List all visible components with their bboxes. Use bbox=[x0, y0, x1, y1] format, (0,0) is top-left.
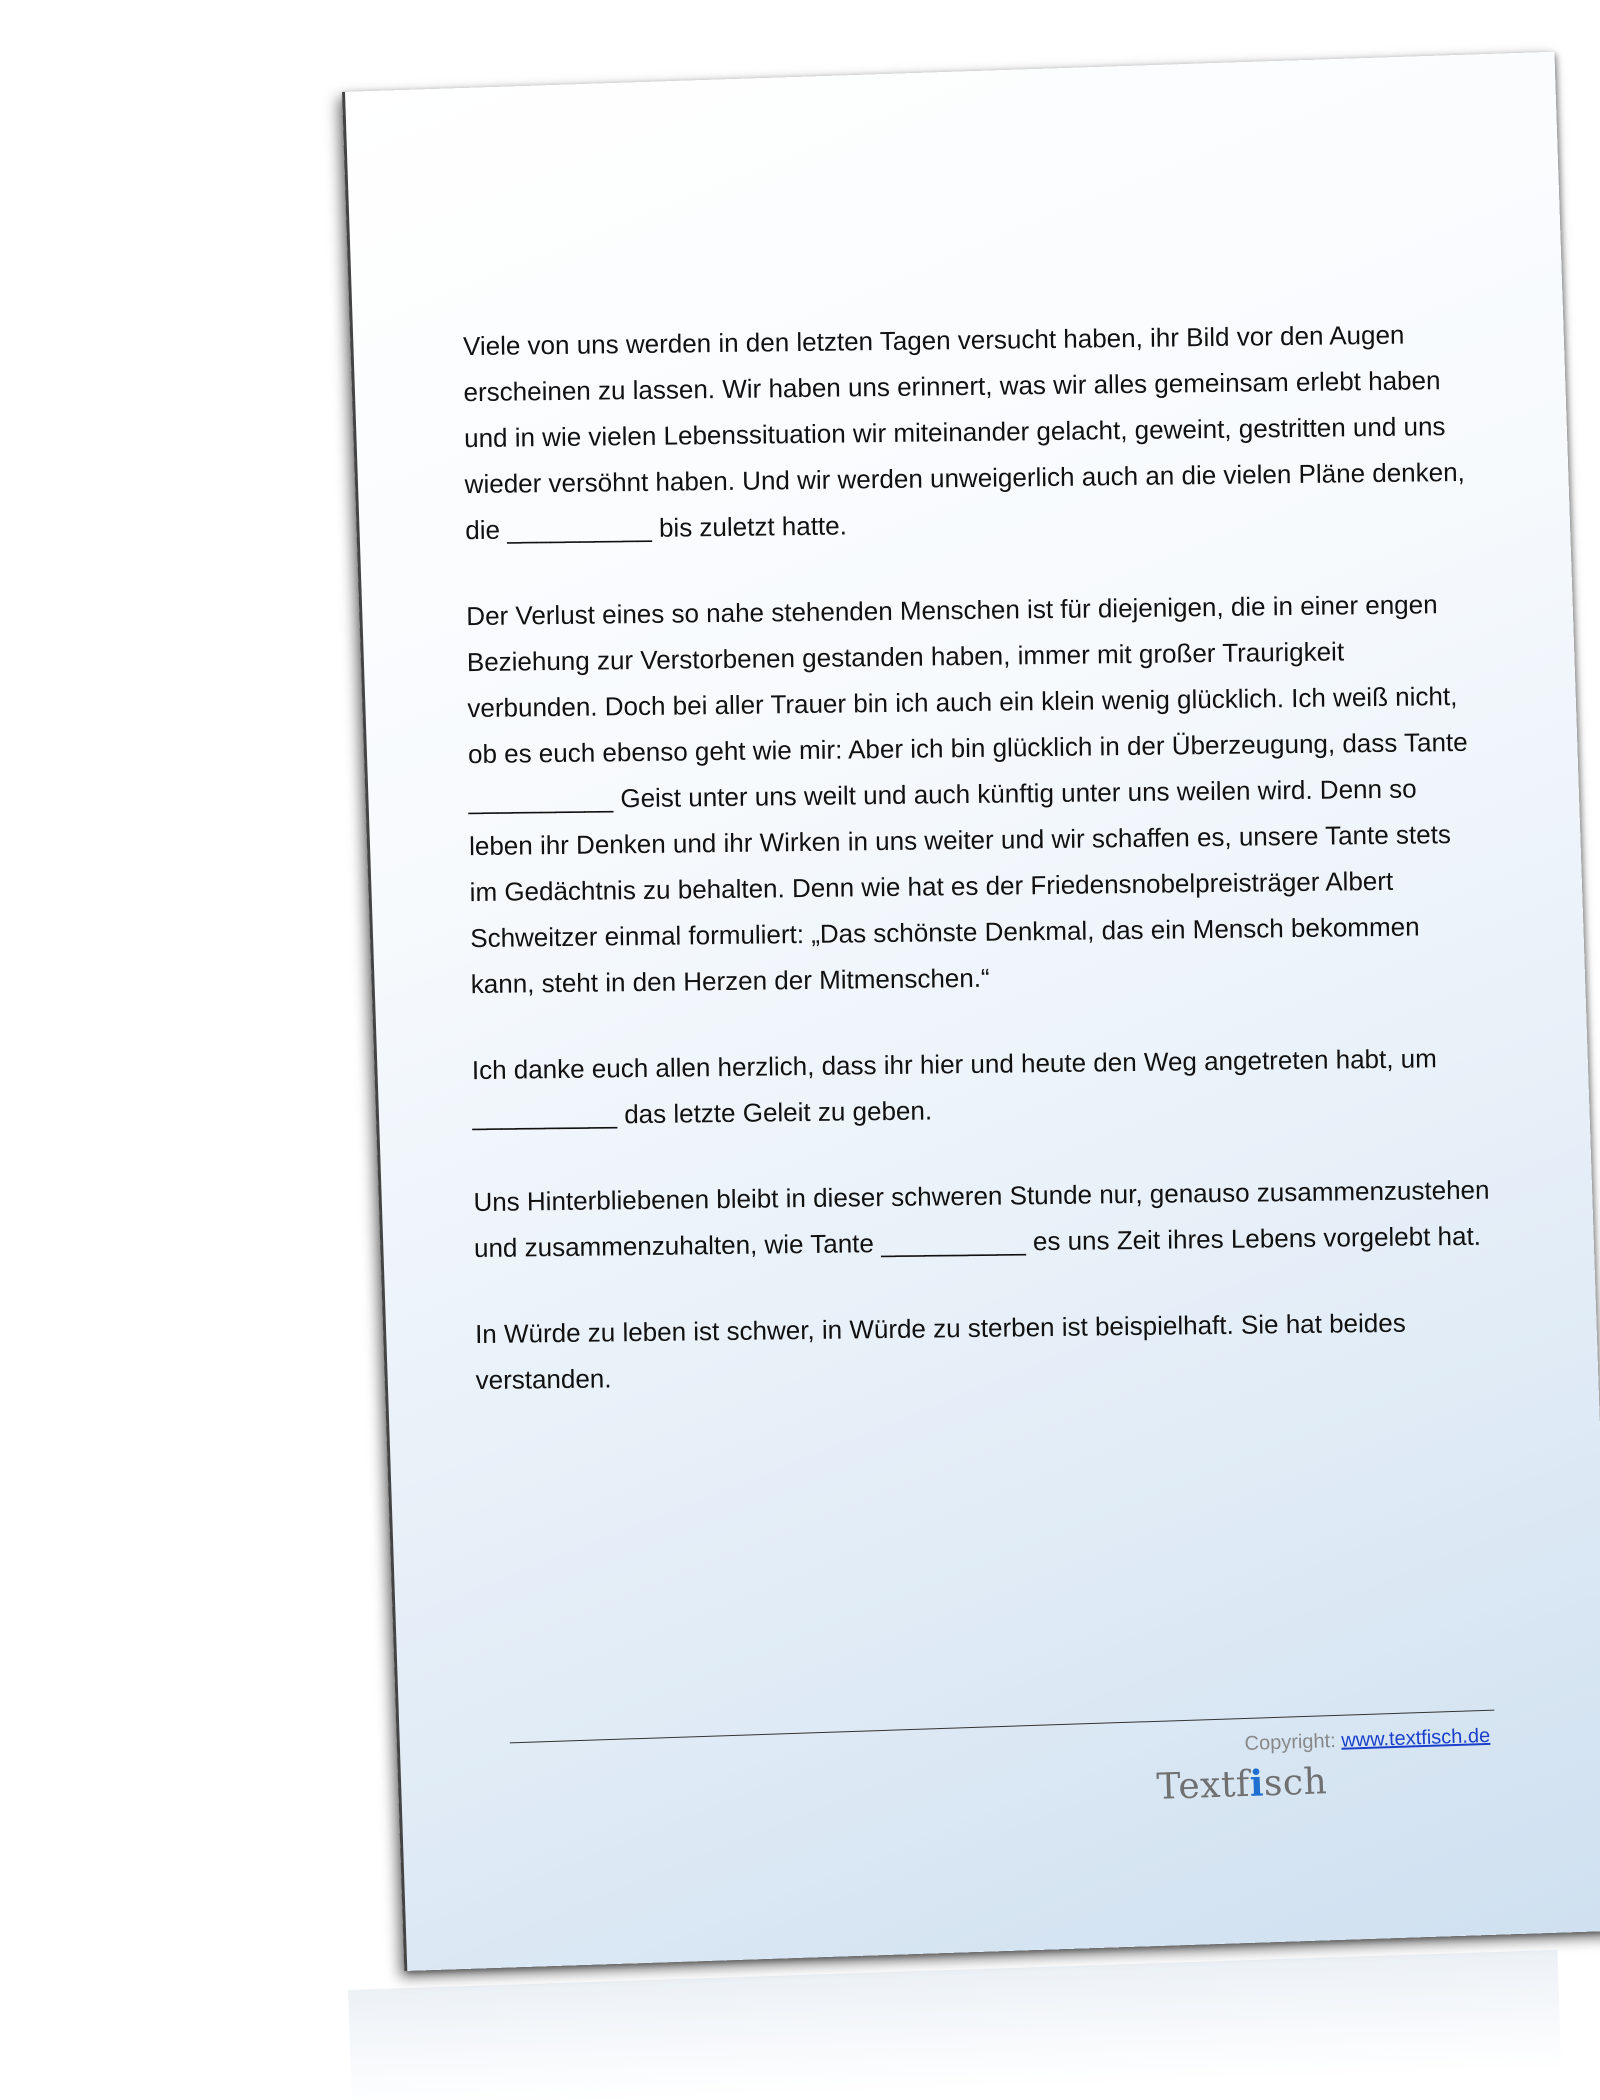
paragraph-1 bbox=[463, 311, 1466, 553]
fish-icon: i bbox=[1249, 1762, 1265, 1805]
text-line: die __________ bis zuletzt hatte. bbox=[465, 510, 848, 546]
paragraph-5 bbox=[475, 1299, 1476, 1403]
text-line: kann, steht in den Herzen der Mitmenschen.“ bbox=[470, 962, 990, 1000]
text-line: __________ das letzte Geleit zu geben. bbox=[472, 1095, 933, 1132]
text-line: Der Verlust eines so nahe stehenden Menschen ist für diejenigen, die in einer engen bbox=[466, 589, 1438, 632]
textfisch-logo bbox=[1156, 1760, 1328, 1808]
text-line: Uns Hinterbliebenen bleibt in dieser schweren Stunde nur, genauso zusammenzustehen bbox=[473, 1174, 1490, 1218]
document-body bbox=[462, 311, 1490, 1443]
text-line: und in wie vielen Lebenssituation wir miteinander gelacht, geweint, gestritten und uns bbox=[463, 411, 1446, 454]
document-sheet bbox=[342, 52, 1600, 1971]
text-line: Viele von uns werden in den letzten Tagen versucht haben, ihr Bild vor den Augen bbox=[462, 319, 1405, 362]
text-line: Schweitzer einmal formuliert: „Das schönste Denkmal, das ein Mensch bekommen bbox=[470, 911, 1420, 954]
text-line: verbunden. Doch bei aller Trauer bin ich auch ein klein wenig glücklich. Ich weiß nicht, bbox=[467, 681, 1458, 724]
text-line: Ich danke euch allen herzlich, dass ihr hier und heute den Weg angetreten habt, um bbox=[471, 1043, 1438, 1086]
text-line: und zusammenzuhalten, wie Tante __________ es uns Zeit ihres Lebens vorgelebt hat. bbox=[473, 1220, 1482, 1264]
copyright-label: Copyright: bbox=[1244, 1729, 1337, 1755]
text-line: wieder versöhnt haben. Und wir werden unweigerlich auch an die vielen Pläne denken, bbox=[464, 456, 1465, 500]
text-line: In Würde zu leben ist schwer, in Würde zu sterben ist beispielhaft. Sie hat beides bbox=[474, 1307, 1406, 1350]
text-line: im Gedächtnis zu behalten. Denn wie hat es der Friedensnobelpreisträger Albert bbox=[469, 865, 1394, 908]
paragraph-2 bbox=[466, 581, 1471, 1007]
sheet-reflection bbox=[348, 1950, 1561, 2100]
copyright-link[interactable]: www.textfisch.de bbox=[1340, 1724, 1491, 1752]
text-line: Beziehung zur Verstorbenen gestanden haben, immer mit großer Traurigkeit bbox=[466, 636, 1345, 678]
text-line: leben ihr Denken und ihr Wirken in uns weiter und wir schaffen es, unsere Tante stets bbox=[468, 819, 1452, 862]
text-line: verstanden. bbox=[475, 1363, 612, 1396]
text-line: ob es euch ebenso geht wie mir: Aber ich bin glücklich in der Überzeugung, dass Tante bbox=[467, 726, 1468, 770]
copyright-notice bbox=[1160, 1725, 1491, 1759]
text-line: __________ Geist unter uns weilt und auch künftig unter uns weilen wird. Denn so bbox=[468, 773, 1417, 816]
logo-text-start: Textf bbox=[1155, 1763, 1251, 1808]
paragraph-3 bbox=[472, 1035, 1473, 1139]
logo-text-end: sch bbox=[1263, 1761, 1328, 1805]
text-line: erscheinen zu lassen. Wir haben uns erinnert, was wir alles gemeinsam erlebt haben bbox=[463, 365, 1441, 408]
paragraph-4 bbox=[473, 1167, 1490, 1271]
